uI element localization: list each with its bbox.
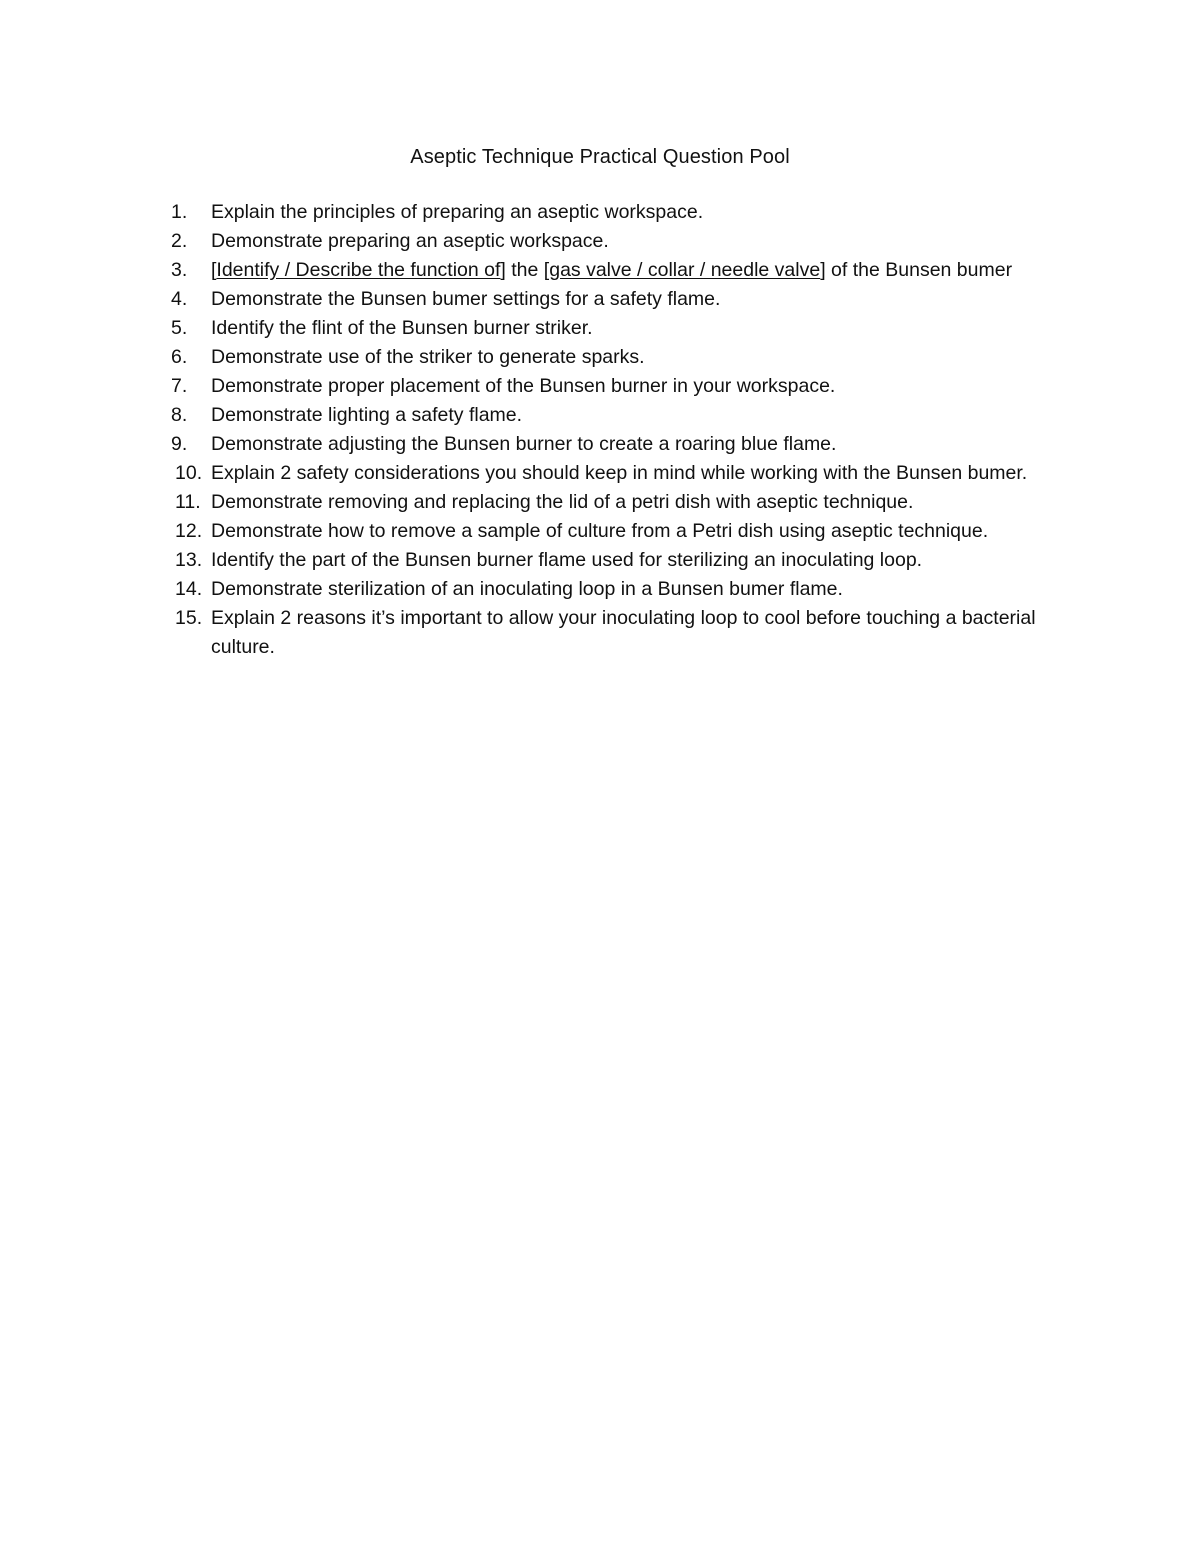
question-text: Explain 2 reasons it’s important to allow your inoculating loop to cool before touching a bacterial culture.: [211, 607, 1036, 658]
action-options: Identify / Describe the function of: [216, 259, 501, 281]
question-text: Demonstrate proper placement of the Bunsen burner in your workspace.: [211, 375, 836, 397]
question-list: [160, 198, 1060, 662]
question-number: 9.: [171, 433, 188, 455]
question-item-1: [160, 198, 1060, 227]
question-number: 13.: [175, 549, 203, 571]
question-text: [211, 259, 1012, 281]
question-item-6: [160, 343, 1060, 372]
question-item-13: [160, 546, 1060, 575]
question-number: 15.: [175, 607, 203, 629]
bracket-open: [: [211, 259, 217, 281]
question-number: 4.: [171, 288, 188, 310]
question-item-15: [160, 604, 1060, 662]
bracket-close: ]: [500, 259, 506, 281]
question-text: Demonstrate the Bunsen bumer settings for a safety flame.: [211, 288, 721, 310]
question-number: 8.: [171, 404, 188, 426]
question-item-12: [160, 517, 1060, 546]
question-number: 5.: [171, 317, 188, 339]
question-item-8: [160, 401, 1060, 430]
bracket-open: [: [543, 259, 550, 281]
question-number: 11.: [175, 491, 201, 513]
question-text: Demonstrate adjusting the Bunsen burner to create a roaring blue flame.: [211, 433, 837, 455]
question-number: 1.: [171, 201, 188, 223]
question-item-2: [160, 227, 1060, 256]
question-text: Demonstrate sterilization of an inoculating loop in a Bunsen bumer flame.: [211, 578, 843, 600]
question-text: Demonstrate removing and replacing the lid of a petri dish with aseptic technique.: [211, 491, 914, 513]
question-number: 7.: [171, 375, 188, 397]
question-item-7: [160, 372, 1060, 401]
question-text: Demonstrate use of the striker to generate sparks.: [211, 346, 645, 368]
question-item-9: [160, 430, 1060, 459]
question-item-3: [160, 256, 1060, 285]
question-item-10: [160, 459, 1060, 488]
part-options: gas valve / collar / needle valve: [549, 259, 821, 281]
question-item-5: [160, 314, 1060, 343]
question-text: Demonstrate how to remove a sample of culture from a Petri dish using aseptic technique.: [211, 520, 989, 542]
question-item-14: [160, 575, 1060, 604]
question-text-connector: the: [505, 259, 544, 281]
bracket-close: ]: [820, 259, 826, 281]
question-item-11: [160, 488, 1060, 517]
question-text: Identify the flint of the Bunsen burner striker.: [211, 317, 593, 339]
question-text: Demonstrate preparing an aseptic workspace.: [211, 230, 609, 252]
question-text: Explain 2 safety considerations you should keep in mind while working with the Bunsen bumer.: [211, 462, 1028, 484]
question-item-4: [160, 285, 1060, 314]
question-text: Identify the part of the Bunsen burner flame used for sterilizing an inoculating loop.: [211, 549, 923, 571]
document-title: Aseptic Technique Practical Question Pool: [410, 146, 790, 168]
question-text: Explain the principles of preparing an aseptic workspace.: [211, 201, 704, 223]
question-number: 12.: [175, 520, 203, 542]
question-text-rest: of the Bunsen bumer: [825, 259, 1013, 281]
question-text: Demonstrate lighting a safety flame.: [211, 404, 523, 426]
question-number: 3.: [171, 259, 188, 281]
question-number: 10.: [175, 462, 203, 484]
question-number: 14.: [175, 578, 203, 600]
question-number: 2.: [171, 230, 188, 252]
question-number: 6.: [171, 346, 188, 368]
